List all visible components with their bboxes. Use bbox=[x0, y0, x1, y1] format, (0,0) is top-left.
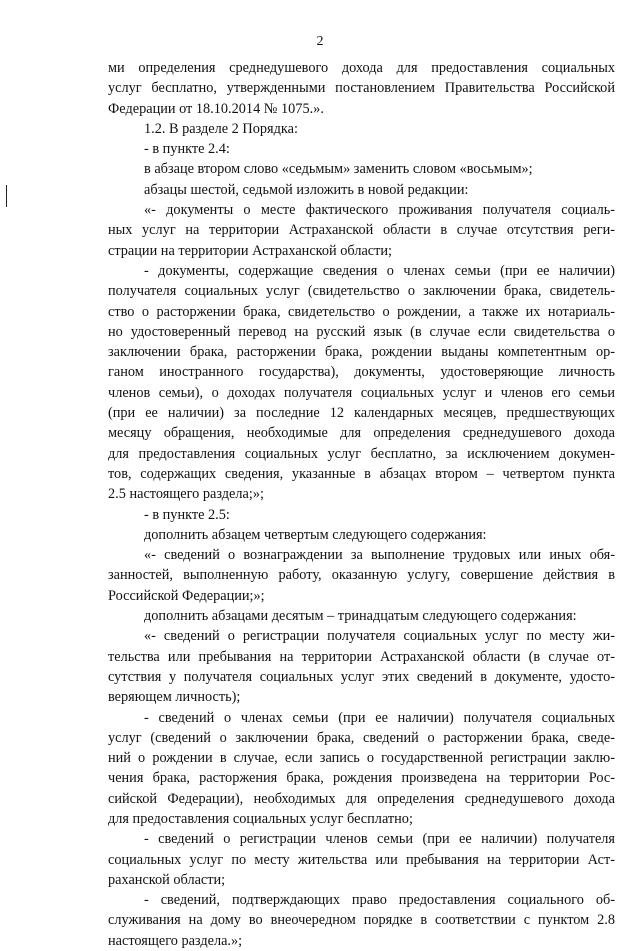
text-line: 1.2. В разделе 2 Порядка: bbox=[144, 120, 298, 137]
text-line: - сведений о членах семьи (при ее наличии) получателя социальных bbox=[144, 709, 615, 726]
text-line: - документы, содержащие сведения о членах семьи (при ее наличии) bbox=[144, 262, 615, 279]
text-line: дополнить абзацами десятым – тринадцатым следующего содержания: bbox=[144, 608, 577, 625]
text-line: «- сведений о вознаграждении за выполнение трудовых или иных обя- bbox=[144, 547, 615, 564]
text-line: ных услуг на территории Астраханской области в случае отсутствия реги- bbox=[108, 222, 615, 239]
page-number: 2 bbox=[316, 34, 324, 49]
text-line: услуг (сведений о заключении брака, сведений о расторжении брака, сведе- bbox=[108, 729, 615, 746]
text-line: заключении брака, расторжении брака, рождении выданы компетентным ор- bbox=[108, 344, 615, 361]
text-line: для предоставления социальных услуг бесплатно; bbox=[108, 810, 413, 827]
text-line: тов, содержащих сведения, указанные в абзацах втором – четвертом пункта bbox=[108, 465, 615, 482]
text-line: дополнить абзацем четвертым следующего содержания: bbox=[144, 526, 487, 543]
text-line: - в пункте 2.4: bbox=[144, 141, 230, 158]
text-line: для предоставления социальных услуг бесплатно, за исключением докумен- bbox=[108, 445, 615, 462]
text-line: (при ее наличии) за последние 12 календарных месяцев, предшествующих bbox=[108, 405, 615, 422]
text-line: ганом иностранного государства), документы, удостоверяющие личность bbox=[108, 364, 615, 381]
text-line: ство о расторжении брака, свидетельство о рождении, а также их нотариаль- bbox=[108, 303, 615, 320]
text-line: Федерации от 18.10.2014 № 1075.». bbox=[108, 100, 324, 117]
text-line: - в пункте 2.5: bbox=[144, 506, 230, 523]
document-body bbox=[108, 58, 615, 951]
text-line: служивания на дому во внеочередном порядке в соответствии с пунктом 2.8 bbox=[108, 912, 615, 929]
text-line: - сведений, подтверждающих право предоставления социального об- bbox=[144, 892, 615, 909]
text-line: чения брака, расторжения брака, рождения произведена на территории Рос- bbox=[108, 770, 615, 787]
text-line: тельства или пребывания на территории Астраханской области (в случае от- bbox=[108, 648, 615, 665]
margin-mark bbox=[6, 185, 7, 207]
text-line: сийской Федерации), необходимых для определения среднедушевого дохода bbox=[108, 790, 615, 807]
text-line: ми определения среднедушевого дохода для предоставления социальных bbox=[108, 60, 615, 76]
text-line: членов семьи), о доходах получателя социальных услуг и членов его семьи bbox=[108, 384, 615, 401]
text-line: ний о рождении в случае, если запись о государственной регистрации заклю- bbox=[108, 750, 615, 767]
text-line: раханской области; bbox=[108, 871, 226, 888]
text-line: занностей, выполненную работу, оказанную услугу, совершение действия в bbox=[108, 567, 615, 584]
text-line: страции на территории Астраханской области; bbox=[108, 242, 393, 259]
text-line: получателя социальных услуг (свидетельство о заключении брака, свидетель- bbox=[108, 283, 615, 300]
text-line: «- документы о месте фактического проживания получателя социаль- bbox=[144, 202, 615, 219]
text-line: услуг бесплатно, утвержденными постановлением Правительства Российской bbox=[108, 80, 615, 97]
text-line: веряющем личность); bbox=[108, 689, 241, 706]
text-line: настоящего раздела.»; bbox=[108, 932, 243, 949]
text-line: месяцу обращения, необходимые для определения среднедушевого дохода bbox=[108, 425, 615, 442]
text-line: в абзаце втором слово «седьмым» заменить словом «восьмым»; bbox=[144, 161, 533, 178]
text-line: «- сведений о регистрации получателя социальных услуг по месту жи- bbox=[144, 628, 615, 645]
text-line: абзацы шестой, седьмой изложить в новой редакции: bbox=[144, 181, 469, 198]
text-line: но удостоверенный перевод на русский язык (в случае если свидетельства о bbox=[108, 323, 615, 340]
text-line: 2.5 настоящего раздела;»; bbox=[108, 486, 264, 503]
text-line: сутствия у получателя социальных услуг этих сведений в документе, удосто- bbox=[108, 668, 615, 685]
text-line: - сведений о регистрации членов семьи (при ее наличии) получателя bbox=[144, 831, 615, 848]
text-line: социальных услуг по месту жительства или пребывания на территории Аст- bbox=[108, 851, 615, 868]
text-line: Российской Федерации;»; bbox=[108, 587, 265, 604]
